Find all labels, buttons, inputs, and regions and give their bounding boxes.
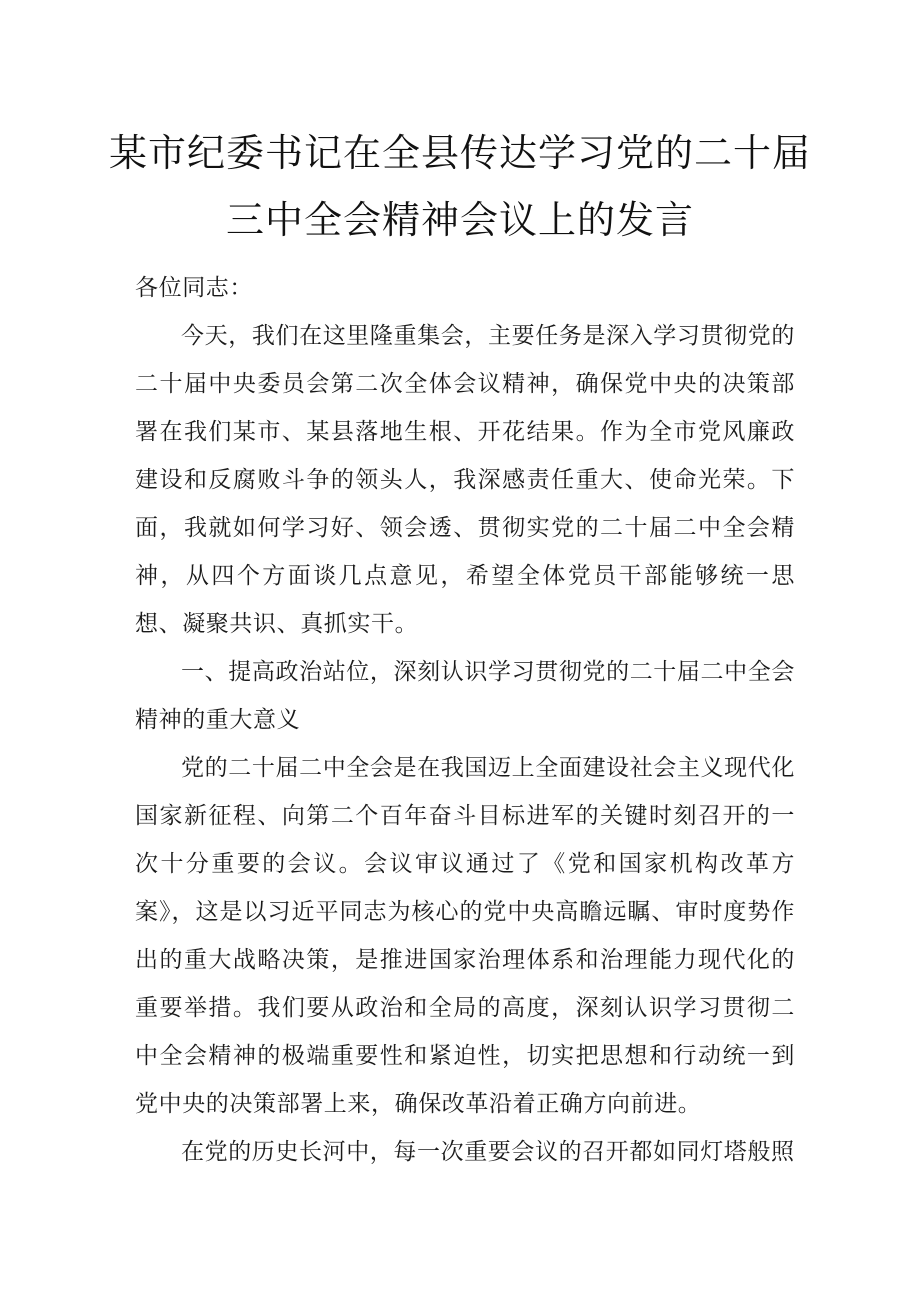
paragraph-history: 在党的历史长河中，每一次重要会议的召开都如同灯塔般照: [181, 1139, 795, 1165]
paragraph-intro: 今天，我们在这里隆重集会，主要任务是深入学习贯彻党的二十届中央委员会第二次全体会议精神，确保党中央的决策部署在我们某市、某县落地生根、开花结果。作为全市党风廉政建设和反腐败斗争的领头人，我深感责任重大、使命光荣。下面，我就如何学习好、领会透、贯彻实党的二十届二中全会精神，从四个方面谈几点意见，希望全体党员干部能够统一思想、凝聚共识、真抓实干。: [135, 323, 795, 637]
document-title-line-2: 三中全会精神会议上的发言: [225, 198, 694, 242]
section-heading-1: 一、提高政治站位，深刻认识学习贯彻党的二十届二中全会精神的重大意义: [135, 659, 795, 733]
document-title-line-1: 某市纪委书记在全县传达学习党的二十届: [108, 131, 811, 175]
paragraph-section-1: 党的二十届二中全会是在我国迈上全面建设社会主义现代化国家新征程、向第二个百年奋斗目标进军的关键时刻召开的一次十分重要的会议。会议审议通过了《党和国家机构改革方案》，这是以习近平同志为核心的党中央高瞻远瞩、审时度势作出的重大战略决策，是推进国家治理体系和治理能力现代化的重要举措。我们要从政治和全局的高度，深刻认识学习贯彻二中全会精神的极端重要性和紧迫性，切实把思想和行动统一到党中央的决策部署上来，确保改革沿着正确方向前进。: [135, 755, 795, 1117]
salutation: 各位同志：: [135, 275, 253, 301]
